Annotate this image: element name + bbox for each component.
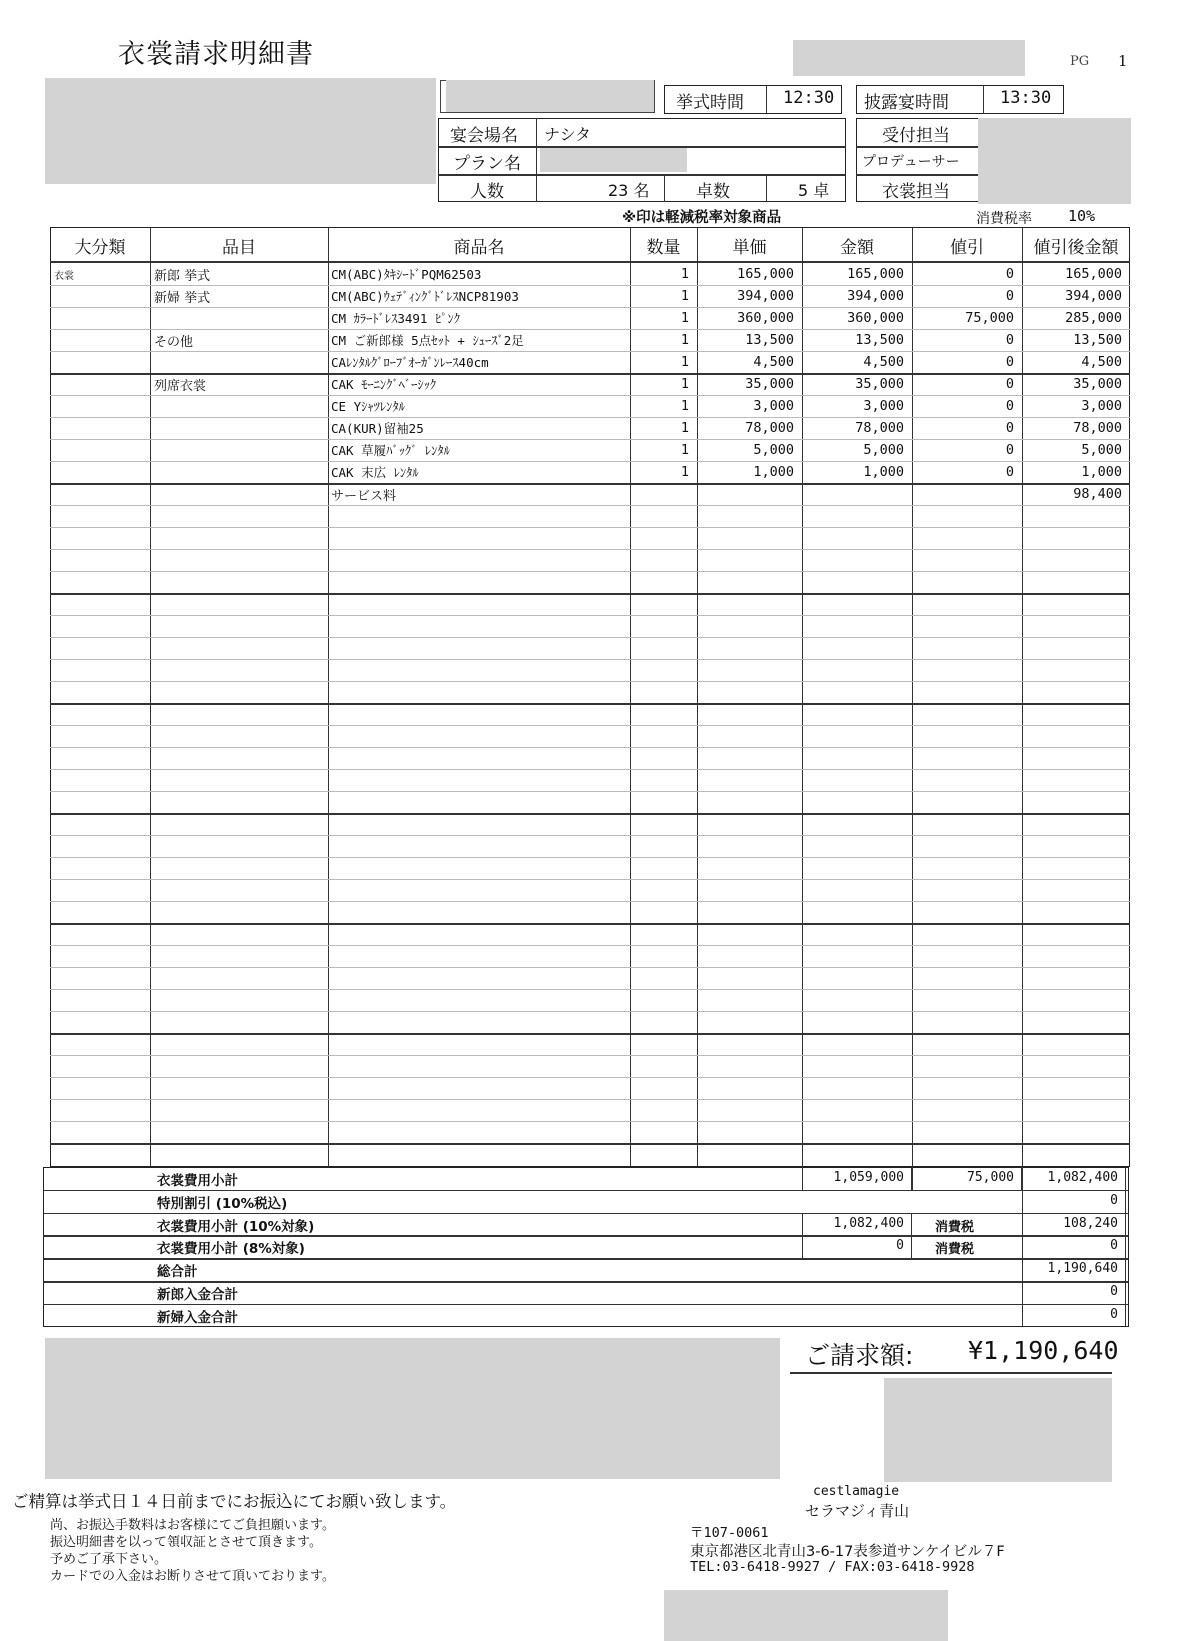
product-cell: CE Yｼｬﾂﾚﾝﾀﾙ	[331, 399, 405, 414]
bride-payment-label: 新婦入金合計	[157, 1309, 238, 1326]
amount-cell: 1,000	[863, 464, 904, 480]
subtotal-value: 1,059,000	[833, 1170, 904, 1185]
subtotal-8-value: 0	[896, 1238, 904, 1254]
discount-cell: 0	[1005, 398, 1014, 414]
subtotal-label: 衣裳費用小計	[157, 1173, 238, 1189]
item-cell	[150, 461, 328, 483]
unit-price-cell: 78,000	[745, 420, 794, 436]
net-amount-cell: 1,000	[1081, 464, 1122, 480]
redacted-block	[884, 1378, 1112, 1482]
qty-cell: 1	[680, 376, 689, 392]
product-cell: CM(ABC)ﾀｷｼｰﾄﾞPQM62503	[331, 267, 482, 282]
special-discount-value: 0	[1110, 1192, 1118, 1208]
unit-price-cell: 5,000	[753, 442, 794, 458]
unit-price-cell: 35,000	[745, 376, 794, 392]
item-cell: 列席衣裳	[154, 378, 207, 394]
qty-cell	[630, 483, 697, 505]
subtotal-10-value: 1,082,400	[833, 1215, 904, 1231]
net-amount-cell: 4,500	[1081, 354, 1122, 370]
product-cell: CAﾚﾝﾀﾙｸﾞﾛｰﾌﾞｵｰｶﾞﾝﾚｰｽ40cm	[331, 355, 489, 370]
item-cell: その他	[154, 334, 194, 350]
tables-label: 卓数	[696, 182, 730, 202]
tables-count: 5 卓	[798, 181, 830, 200]
col-discount-header: 値引	[950, 237, 984, 258]
plan-label: プラン名	[453, 154, 521, 174]
qty-cell: 1	[680, 266, 689, 282]
net-amount-cell: 98,400	[1073, 486, 1122, 502]
redacted-block	[978, 118, 1131, 204]
unit-price-cell: 1,000	[753, 464, 794, 480]
reduced-tax-note: ※印は軽減税率対象商品	[622, 210, 782, 226]
unit-price-cell: 394,000	[737, 288, 794, 304]
col-amount-header: 金額	[840, 237, 874, 258]
category-label: 衣裳	[54, 270, 74, 282]
redacted-block	[446, 80, 654, 112]
venue-label: 宴会場名	[450, 126, 518, 146]
costume-staff-label: 衣裳担当	[882, 182, 950, 202]
unit-price-cell	[697, 483, 802, 505]
page-number: 1	[1118, 52, 1128, 70]
subtotal-10-label: 衣裳費用小計 (10%対象)	[157, 1218, 315, 1235]
footer-line-2: 振込明細書を以って領収証とさせて頂きます。	[50, 1535, 322, 1550]
subtotal-8-value: 0	[1110, 1238, 1118, 1254]
redacted-block	[45, 78, 436, 184]
grand-total-value: 1,190,640	[1047, 1261, 1118, 1277]
qty-cell: 1	[680, 288, 689, 304]
postal-code: 〒107-0061	[690, 1525, 769, 1541]
col-item-header: 品目	[222, 237, 256, 258]
item-cell	[150, 439, 328, 461]
consumption-tax-label: 消費税	[935, 1242, 975, 1258]
net-amount-cell: 35,000	[1073, 376, 1122, 392]
unit-price-cell: 4,500	[753, 354, 794, 370]
product-cell: CA(KUR)留袖25	[331, 421, 424, 436]
item-cell: 新婦 挙式	[154, 290, 211, 306]
ceremony-time-label: 挙式時間	[676, 93, 744, 113]
net-amount-cell: 3,000	[1081, 398, 1122, 414]
discount-cell: 75,000	[965, 310, 1014, 326]
tax-rate-label: 消費税率	[976, 211, 1032, 227]
groom-payment-label: 新郎入金合計	[157, 1287, 238, 1303]
item-cell	[150, 483, 328, 505]
subtotal-value: 1,082,400	[1047, 1170, 1118, 1185]
qty-cell: 1	[680, 398, 689, 414]
amount-cell: 394,000	[847, 288, 904, 304]
special-discount-label: 特別割引 (10%税込)	[157, 1195, 288, 1212]
redacted-block	[664, 1590, 948, 1641]
unit-price-cell: 165,000	[737, 266, 794, 282]
unit-price-cell: 13,500	[745, 332, 794, 348]
qty-cell: 1	[680, 420, 689, 436]
footer-line-3: 予めご了承下さい。	[50, 1552, 168, 1567]
ceremony-time: 12:30	[783, 88, 835, 108]
net-amount-cell: 78,000	[1073, 420, 1122, 436]
net-amount-cell: 285,000	[1065, 310, 1122, 326]
footer-line-4: カードでの入金はお断りさせて頂いております。	[50, 1569, 335, 1584]
item-cell: 新郎 挙式	[154, 268, 211, 284]
discount-cell: 0	[1005, 442, 1014, 458]
groom-payment-value: 0	[1110, 1284, 1118, 1299]
qty-cell: 1	[680, 354, 689, 370]
col-net-amount-header: 値引後金額	[1033, 237, 1119, 258]
tax-rate: 10%	[1068, 207, 1096, 225]
reception-time: 13:30	[1000, 88, 1052, 108]
amount-cell: 165,000	[847, 266, 904, 282]
producer-label: プロデューサー	[862, 154, 960, 170]
amount-cell: 13,500	[855, 332, 904, 348]
consumption-tax-label: 消費税	[935, 1219, 975, 1235]
qty-cell: 1	[680, 442, 689, 458]
venue-name: ナシタ	[544, 125, 592, 144]
net-amount-cell: 5,000	[1081, 442, 1122, 458]
company-address: 東京都港区北青山3-6-17表参道サンケイビル７F	[690, 1544, 1005, 1560]
amount-cell: 4,500	[863, 354, 904, 370]
discount-cell	[912, 483, 1022, 505]
billing-label: ご請求額:	[805, 1341, 914, 1370]
company-en: cestlamagie	[813, 1484, 900, 1499]
billing-amount: ¥1,190,640	[968, 1336, 1119, 1365]
col-category-header: 大分類	[74, 237, 126, 258]
item-cell	[150, 307, 328, 329]
net-amount-cell: 165,000	[1065, 266, 1122, 282]
discount-cell: 0	[1005, 332, 1014, 348]
amount-cell: 3,000	[863, 398, 904, 414]
footer-line-1: 尚、お振込手数料はお客様にてご負担願います。	[50, 1518, 335, 1533]
col-unit-price-header: 単価	[732, 237, 767, 258]
unit-price-cell: 360,000	[737, 310, 794, 326]
qty-cell: 1	[680, 310, 689, 326]
discount-cell: 0	[1005, 376, 1014, 392]
amount-cell: 78,000	[855, 420, 904, 436]
product-cell: CAK ﾓｰﾆﾝｸﾞﾍﾞｰｼｯｸ	[331, 377, 437, 392]
discount-cell: 0	[1005, 354, 1014, 370]
amount-cell	[802, 483, 912, 505]
unit-price-cell: 3,000	[753, 398, 794, 414]
qty-cell: 1	[680, 464, 689, 480]
reception-time-label: 披露宴時間	[864, 93, 949, 113]
item-cell	[150, 395, 328, 417]
grand-total-label: 総合計	[157, 1264, 198, 1281]
item-cell	[150, 417, 328, 439]
guests-label: 人数	[470, 182, 504, 202]
subtotal-8-label: 衣裳費用小計 (8%対象)	[157, 1241, 305, 1258]
reception-staff-label: 受付担当	[882, 126, 950, 146]
product-cell: CAK 草履ﾊﾞｯｸﾞ ﾚﾝﾀﾙ	[331, 443, 450, 458]
redacted-block	[45, 1338, 780, 1479]
document-title: 衣裳請求明細書	[118, 39, 314, 70]
redacted-block	[540, 148, 687, 172]
discount-cell: 0	[1005, 266, 1014, 282]
product-cell: CM(ABC)ｳｪﾃﾞｨﾝｸﾞﾄﾞﾚｽNCP81903	[331, 289, 519, 304]
product-cell: CAK 末広 ﾚﾝﾀﾙ	[331, 465, 419, 480]
payment-notice: ご精算は挙式日１４日前までにお振込にてお願い致します。	[12, 1492, 457, 1511]
net-amount-cell: 13,500	[1073, 332, 1122, 348]
product-cell: CM ご新郎様 5点ｾｯﾄ + ｼｭｰｽﾞ2足	[331, 333, 524, 348]
col-qty-header: 数量	[646, 237, 681, 258]
page-label: PG	[1070, 54, 1090, 69]
bride-payment-value: 0	[1110, 1306, 1118, 1322]
amount-cell: 360,000	[847, 310, 904, 326]
subtotal-value: 75,000	[967, 1170, 1014, 1185]
subtotal-10-value: 108,240	[1063, 1215, 1118, 1231]
company-name: セラマジィ青山	[805, 1502, 910, 1520]
col-product-header: 商品名	[453, 237, 505, 258]
net-amount-cell: 394,000	[1065, 288, 1122, 304]
company-phone: TEL:03-6418-9927 / FAX:03-6418-9928	[690, 1559, 975, 1575]
product-cell: CM ｶﾗｰﾄﾞﾚｽ3491 ﾋﾟﾝｸ	[331, 311, 460, 326]
discount-cell: 0	[1005, 420, 1014, 436]
qty-cell: 1	[680, 332, 689, 348]
guests-count: 23 名	[608, 181, 650, 200]
discount-cell: 0	[1005, 464, 1014, 480]
product-cell: サービス料	[331, 488, 397, 504]
amount-cell: 35,000	[855, 376, 904, 392]
redacted-block	[793, 40, 1025, 76]
discount-cell: 0	[1005, 288, 1014, 304]
amount-cell: 5,000	[863, 442, 904, 458]
item-cell	[150, 351, 328, 373]
